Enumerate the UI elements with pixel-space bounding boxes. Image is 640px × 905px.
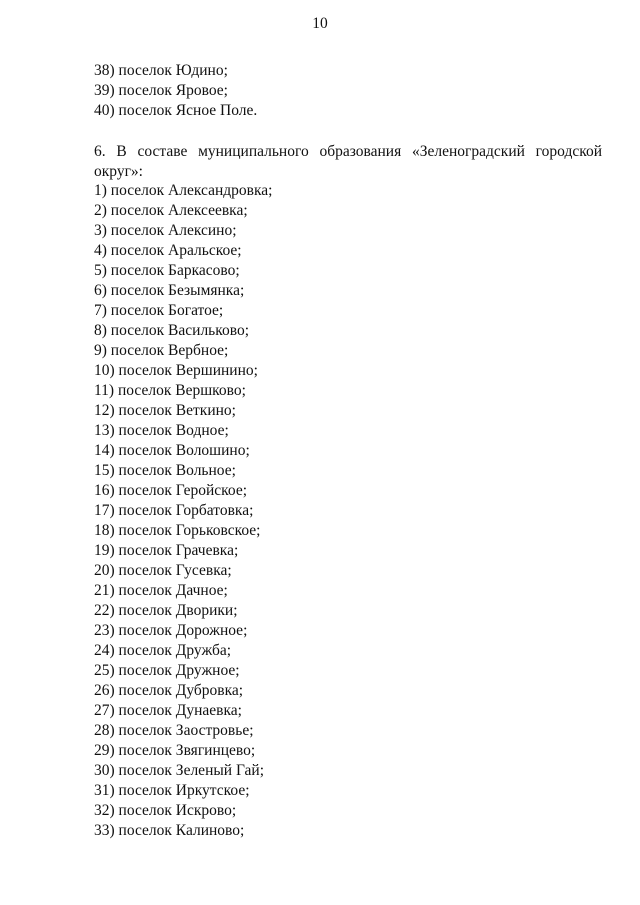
list-item: 17) поселок Горбатовка;: [94, 502, 254, 519]
section-heading-line-1: 6. В составе муниципального образования «Зеленоградский городской: [94, 143, 602, 160]
list-item: 16) поселок Геройское;: [94, 482, 248, 499]
list-item: 20) поселок Гусевка;: [94, 562, 232, 579]
list-item: 5) поселок Баркасово;: [94, 262, 240, 279]
list-item: 28) поселок Заостровье;: [94, 722, 254, 739]
list-item: 2) поселок Алексеевка;: [94, 202, 248, 219]
list-item: 22) поселок Дворики;: [94, 602, 238, 619]
list-item: 31) поселок Иркутское;: [94, 782, 250, 799]
list-item: 13) поселок Водное;: [94, 422, 229, 439]
list-item: 40) поселок Ясное Поле.: [94, 102, 258, 119]
list-item: 21) поселок Дачное;: [94, 582, 228, 599]
list-item: 4) поселок Аральское;: [94, 242, 242, 259]
settlement-list: [94, 181, 602, 841]
list-item: 9) поселок Вербное;: [94, 342, 229, 359]
list-item: 23) поселок Дорожное;: [94, 622, 248, 639]
list-item: 33) поселок Калиново;: [94, 822, 245, 839]
list-item: 26) поселок Дубровка;: [94, 682, 244, 699]
list-item: 1) поселок Александровка;: [94, 182, 273, 199]
list-item: 38) поселок Юдино;: [94, 62, 228, 79]
list-item: 10) поселок Вершинино;: [94, 362, 258, 379]
list-item: 29) поселок Звягинцево;: [94, 742, 256, 759]
previous-settlement-list: [94, 61, 602, 121]
list-item: 19) поселок Грачевка;: [94, 542, 239, 559]
list-item: 25) поселок Дружное;: [94, 662, 240, 679]
section-heading: [94, 142, 602, 182]
list-item: 8) поселок Васильково;: [94, 322, 250, 339]
list-item: 3) поселок Алексино;: [94, 222, 237, 239]
list-item: 32) поселок Искрово;: [94, 802, 237, 819]
list-item: 7) поселок Богатое;: [94, 302, 224, 319]
list-item: 14) поселок Волошино;: [94, 442, 250, 459]
list-item: 30) поселок Зеленый Гай;: [94, 762, 265, 779]
list-item: 18) поселок Горьковское;: [94, 522, 261, 539]
list-item: 12) поселок Веткино;: [94, 402, 236, 419]
list-item: 39) поселок Яровое;: [94, 82, 228, 99]
list-item: 6) поселок Безымянка;: [94, 282, 245, 299]
section-heading-line-2: округ»:: [94, 163, 143, 180]
page-number: 10: [312, 15, 328, 32]
list-item: 11) поселок Вершково;: [94, 382, 246, 399]
list-item: 15) поселок Вольное;: [94, 462, 236, 479]
list-item: 24) поселок Дружба;: [94, 642, 232, 659]
list-item: 27) поселок Дунаевка;: [94, 702, 242, 719]
